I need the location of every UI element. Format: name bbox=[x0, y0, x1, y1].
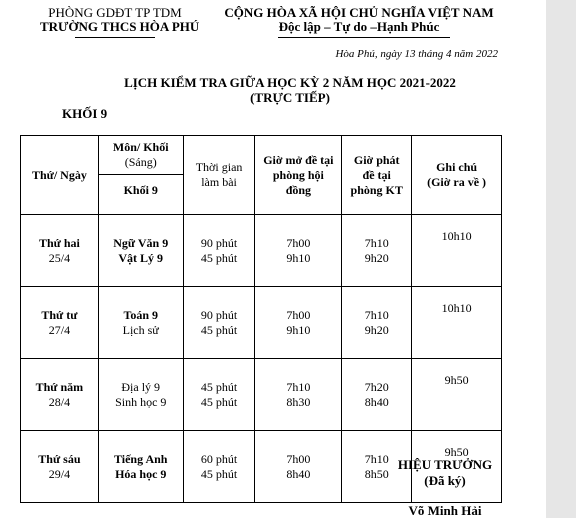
signer-title: HIỆU TRƯỞNG bbox=[397, 457, 493, 472]
row-issue-2: 8h50 bbox=[364, 466, 389, 481]
header-subject bbox=[98, 136, 183, 215]
header-open-line3: đồng bbox=[285, 182, 312, 197]
cell-note bbox=[412, 287, 502, 359]
row-subject-2: Lịch sử bbox=[122, 322, 159, 337]
row-subject-1: Địa lý 9 bbox=[121, 379, 161, 394]
header-day-label: Thứ/ Ngày bbox=[31, 167, 87, 182]
row-date: 28/4 bbox=[48, 394, 71, 409]
row-date: 27/4 bbox=[48, 322, 71, 337]
row-issue-1: 7h10 bbox=[364, 307, 389, 322]
row-day: Thứ hai bbox=[38, 235, 80, 250]
exam-schedule-table bbox=[20, 135, 502, 503]
header-subject-divider bbox=[99, 174, 183, 175]
row-note: 10h10 bbox=[441, 301, 472, 315]
cell-subject bbox=[98, 215, 183, 287]
header-subject-grade: Khối 9 bbox=[123, 183, 158, 197]
row-note: 9h50 bbox=[444, 373, 469, 387]
row-open-2: 8h30 bbox=[286, 394, 311, 409]
cell-issue-time bbox=[342, 359, 412, 431]
row-open-2: 8h40 bbox=[286, 466, 311, 481]
cell-duration bbox=[183, 215, 255, 287]
header-open-line1: Giờ mở đề tại bbox=[263, 152, 334, 167]
cell-day bbox=[21, 287, 99, 359]
national-motto: Độc lập – Tự do –Hạnh Phúc bbox=[278, 19, 440, 34]
row-day: Thứ năm bbox=[35, 379, 84, 394]
cell-note bbox=[412, 215, 502, 287]
header-day bbox=[21, 136, 99, 215]
row-issue-1: 7h10 bbox=[364, 235, 389, 250]
cell-duration bbox=[183, 359, 255, 431]
row-issue-2: 9h20 bbox=[364, 322, 389, 337]
row-note: 10h10 bbox=[441, 229, 472, 243]
national-title: CỘNG HÒA XÃ HỘI CHỦ NGHĨA VIỆT NAM bbox=[224, 5, 494, 20]
row-duration-1: 60 phút bbox=[200, 451, 238, 466]
header-issue-line1: Giờ phát bbox=[353, 152, 400, 167]
row-issue-1: 7h20 bbox=[364, 379, 389, 394]
row-issue-2: 9h20 bbox=[364, 250, 389, 265]
row-open-2: 9h10 bbox=[286, 322, 311, 337]
grade-label: KHỐI 9 bbox=[62, 106, 108, 121]
signed-note: (Đã ký) bbox=[424, 473, 466, 488]
row-subject-1: Ngữ Văn 9 bbox=[113, 235, 169, 250]
row-duration-2: 45 phút bbox=[200, 466, 238, 481]
row-subject-2: Hóa học 9 bbox=[115, 466, 167, 481]
cell-issue-time bbox=[342, 215, 412, 287]
header-note bbox=[412, 136, 502, 215]
row-duration-2: 45 phút bbox=[200, 394, 238, 409]
cell-issue-time bbox=[342, 287, 412, 359]
viewer-side-margin bbox=[546, 0, 576, 518]
document-date: Hòa Phú, ngày 13 tháng 4 năm 2022 bbox=[335, 48, 498, 60]
header-issue-time bbox=[342, 136, 412, 215]
row-duration-1: 45 phút bbox=[200, 379, 238, 394]
row-open-1: 7h00 bbox=[286, 307, 311, 322]
row-issue-2: 8h40 bbox=[364, 394, 389, 409]
row-subject-2: Vật Lý 9 bbox=[118, 250, 164, 265]
row-duration-2: 45 phút bbox=[200, 250, 238, 265]
cell-day bbox=[21, 215, 99, 287]
cell-open-time bbox=[255, 287, 342, 359]
header-issue-line3: phòng KT bbox=[350, 182, 403, 197]
header-duration bbox=[183, 136, 255, 215]
row-note: 9h50 bbox=[444, 445, 469, 459]
row-open-1: 7h00 bbox=[286, 451, 311, 466]
header-open-time bbox=[255, 136, 342, 215]
row-date: 25/4 bbox=[48, 250, 71, 265]
cell-day bbox=[21, 359, 99, 431]
header-note-line1: Ghi chú bbox=[436, 160, 478, 174]
row-subject-1: Tiếng Anh bbox=[113, 451, 168, 466]
table-header-row bbox=[21, 136, 502, 215]
signer-name: Võ Minh Hải bbox=[408, 503, 482, 518]
school-name: TRƯỜNG THCS HÒA PHÚ bbox=[40, 19, 200, 34]
department-name: PHÒNG GDĐT TP TDM bbox=[48, 5, 182, 20]
row-date: 29/4 bbox=[48, 466, 71, 481]
cell-open-time bbox=[255, 359, 342, 431]
table-row bbox=[21, 359, 502, 431]
cell-open-time bbox=[255, 215, 342, 287]
motto-underline bbox=[278, 37, 450, 38]
table-row bbox=[21, 287, 502, 359]
row-subject-2: Sinh học 9 bbox=[115, 394, 167, 409]
cell-subject bbox=[98, 287, 183, 359]
row-duration-2: 45 phút bbox=[200, 322, 238, 337]
row-day: Thứ sáu bbox=[38, 451, 81, 466]
row-issue-1: 7h10 bbox=[364, 451, 389, 466]
cell-day bbox=[21, 431, 99, 503]
school-name-underline bbox=[75, 37, 155, 38]
header-open-line2: phòng hội bbox=[272, 167, 324, 182]
cell-duration bbox=[183, 287, 255, 359]
cell-note bbox=[412, 359, 502, 431]
cell-subject bbox=[98, 431, 183, 503]
row-subject-1: Toán 9 bbox=[123, 307, 159, 322]
row-open-1: 7h00 bbox=[286, 235, 311, 250]
header-subject-session: (Sáng) bbox=[124, 155, 157, 169]
document-subtitle: (TRỰC TIẾP) bbox=[250, 90, 330, 105]
table-row bbox=[21, 215, 502, 287]
header-duration-line1: Thời gian bbox=[195, 160, 243, 174]
document-title: LỊCH KIỂM TRA GIỮA HỌC KỲ 2 NĂM HỌC 2021-2022 bbox=[124, 75, 456, 90]
row-open-1: 7h10 bbox=[286, 379, 311, 394]
header-issue-line2: đề tại bbox=[362, 167, 391, 182]
header-duration-line2: làm bài bbox=[201, 175, 237, 189]
row-duration-1: 90 phút bbox=[200, 307, 238, 322]
row-open-2: 9h10 bbox=[286, 250, 311, 265]
cell-subject bbox=[98, 359, 183, 431]
header-note-line2: (Giờ ra về ) bbox=[427, 175, 487, 189]
row-duration-1: 90 phút bbox=[200, 235, 238, 250]
header-subject-label: Môn/ Khối bbox=[112, 140, 169, 154]
row-day: Thứ tư bbox=[41, 307, 78, 322]
cell-open-time bbox=[255, 431, 342, 503]
cell-duration bbox=[183, 431, 255, 503]
